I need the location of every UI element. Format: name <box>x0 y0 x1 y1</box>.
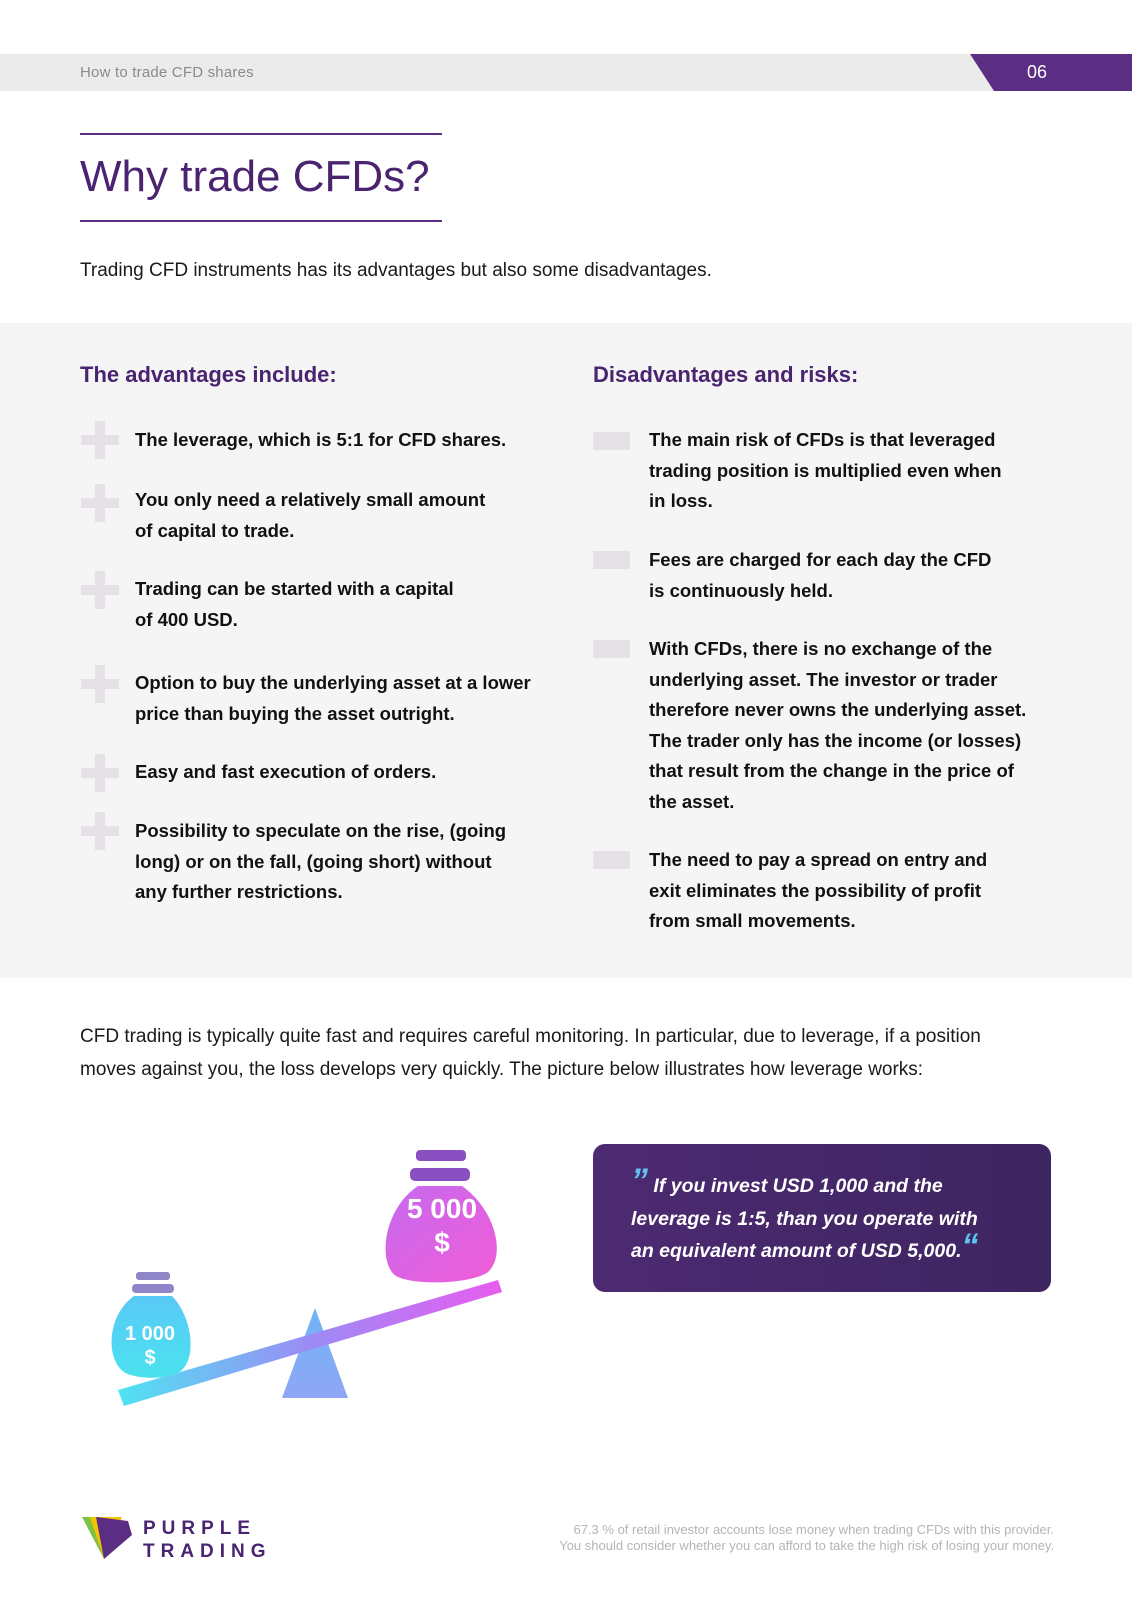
leverage-explanation: CFD trading is typically quite fast and requires careful monitoring. In particular, due to leverage, if a position moves against you, the loss develops very quickly. The picture below illustrates how leverage works: <box>80 1026 981 1080</box>
disadvantage-item: The main risk of CFDs is that leveraged trading position is multiplied even when in loss. <box>649 429 1002 511</box>
disadvantages-heading: Disadvantages and risks: <box>593 362 859 387</box>
svg-text:1 000: 1 000 <box>124 1323 176 1345</box>
minus-icon <box>593 432 630 450</box>
svg-text:5 000: 5 000 <box>406 1193 478 1224</box>
advantages-heading: The advantages include: <box>80 362 337 387</box>
advantage-item: Possibility to speculate on the rise, (going long) or on the fall, (going short) without any further restrictions. <box>135 820 507 902</box>
page-number: 06 <box>1027 62 1048 82</box>
advantage-item: Easy and fast execution of orders. <box>135 761 437 782</box>
intro-text: Trading CFD instruments has its advantages but also some disadvantages. <box>80 260 712 281</box>
leverage-quote-box <box>593 1144 1051 1292</box>
big-money-bag <box>386 1150 497 1282</box>
close-quote-icon: “ <box>961 1227 979 1265</box>
brand-name-line2: TRADING <box>143 1541 272 1562</box>
minus-icon <box>593 851 630 869</box>
plus-icon <box>81 812 119 850</box>
page-title: Why trade CFDs? <box>80 152 430 201</box>
page-number-tab <box>970 54 1132 91</box>
advantage-item: The leverage, which is 5:1 for CFD shares. <box>135 429 507 450</box>
quote-text: ” If you invest USD 1,000 and the leverage is 1:5, than you operate with an equivalent amount of USD 5,000.“ <box>631 1162 979 1265</box>
svg-text:$: $ <box>144 1347 156 1369</box>
leverage-illustration <box>100 1140 530 1410</box>
advantage-item: Option to buy the underlying asset at a lower price than buying the asset outright. <box>135 672 531 724</box>
brand-name-line1: PURPLE <box>143 1518 257 1539</box>
disadvantage-item: With CFDs, there is no exchange of the underlying asset. The investor or trader therefore never owns the underlying asset. The trader only has the income (or losses) that result from the change in the price of the asset. <box>649 638 1027 812</box>
svg-text:$: $ <box>434 1227 450 1258</box>
plus-icon <box>81 754 119 792</box>
header-title: How to trade CFD shares <box>80 64 254 81</box>
advantage-item: You only need a relatively small amount of capital to trade. <box>135 489 486 541</box>
purple-trading-logo-icon <box>82 1517 134 1561</box>
title-rule-bottom <box>80 220 442 222</box>
small-money-bag <box>112 1272 191 1378</box>
disadvantage-item: Fees are charged for each day the CFD is continuously held. <box>649 549 992 601</box>
minus-icon <box>593 551 630 569</box>
open-quote-icon: ” <box>631 1162 648 1200</box>
minus-icon <box>593 640 630 658</box>
plus-icon <box>81 665 119 703</box>
risk-disclaimer: 67.3 % of retail investor accounts lose money when trading CFDs with this provider. You should consider whether you can afford to take the high risk of losing your money. <box>559 1522 1054 1553</box>
plus-icon <box>81 421 119 459</box>
plus-icon <box>81 484 119 522</box>
disadvantage-item: The need to pay a spread on entry and exit eliminates the possibility of profit from small movements. <box>649 849 988 931</box>
title-rule-top <box>80 133 442 135</box>
advantage-item: Trading can be started with a capital of 400 USD. <box>135 578 454 630</box>
plus-icon <box>81 571 119 609</box>
